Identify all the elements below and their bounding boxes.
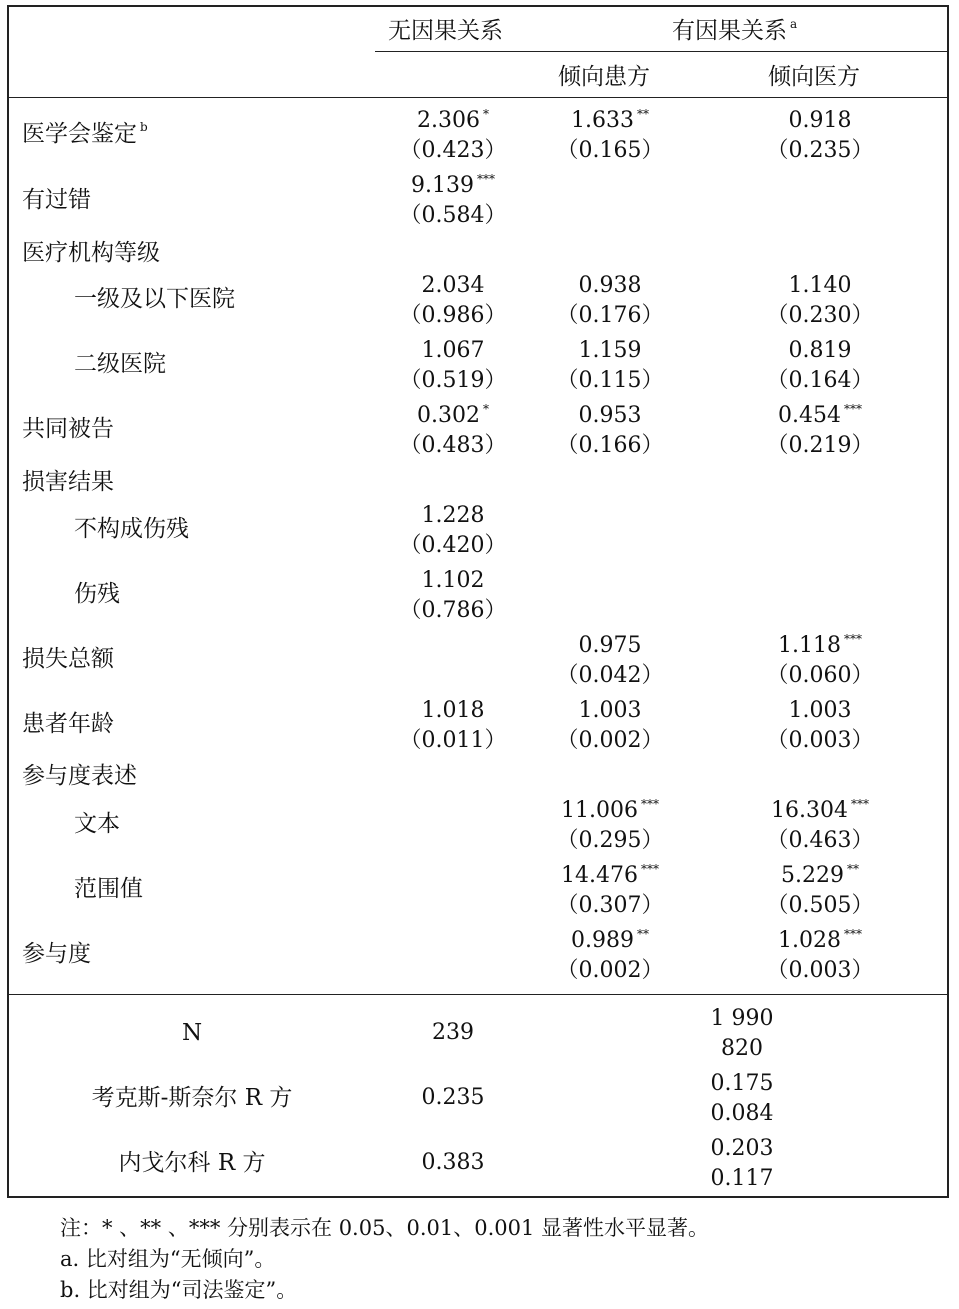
std-error: （0.230） — [766, 303, 874, 328]
coef-value — [710, 632, 930, 658]
significance-stars: *** — [850, 797, 869, 811]
row-label — [74, 878, 143, 901]
std-error: （0.003） — [766, 728, 874, 753]
std-error: （0.307） — [556, 893, 664, 918]
coef-value — [500, 635, 720, 657]
std-error: （0.420） — [399, 533, 507, 558]
row-label-text: 二级医院 — [74, 351, 166, 377]
std-error: （0.115） — [556, 368, 664, 393]
std-error: （0.483） — [399, 433, 507, 458]
significance-stars: *** — [640, 862, 659, 876]
coef-number: 1.633 — [571, 108, 634, 133]
stat-causal-line2: 0.117 — [710, 1166, 774, 1191]
std-error: （0.423） — [399, 138, 507, 163]
coef-number: 0.953 — [578, 403, 642, 428]
row-label-text: 损失总额 — [22, 646, 114, 672]
row-label-text: 文本 — [74, 811, 120, 837]
row-label — [22, 943, 91, 966]
coef-number: 1.102 — [421, 568, 485, 593]
significance-stars: *** — [476, 172, 495, 186]
significance-stars: *** — [843, 927, 862, 941]
stat-causal-line1: 1 990 — [710, 1006, 774, 1031]
std-error: （0.002） — [556, 728, 664, 753]
coef-value — [500, 275, 720, 297]
coef-value — [710, 862, 930, 888]
significance-stars: ** — [846, 862, 859, 876]
coef-number: 1.140 — [788, 273, 852, 298]
row-label-text: 损害结果 — [22, 469, 114, 495]
coef-number: 5.229 — [781, 863, 844, 888]
row-label-text: 伤残 — [74, 581, 120, 607]
row-label — [22, 765, 137, 788]
note-b: b. 比对组为“司法鉴定”。 — [60, 1278, 298, 1302]
row-label — [22, 120, 148, 147]
stat-causal-line2: 0.084 — [710, 1101, 774, 1126]
note-significance: 注：* 、** 、*** 分别表示在 0.05、0.01、0.001 显著性水平显著。 — [60, 1216, 710, 1240]
row-label — [22, 713, 114, 736]
coef-value — [710, 340, 930, 362]
header-no-causal: 无因果关系 — [388, 18, 503, 44]
table-notes — [60, 1213, 709, 1306]
std-error: （0.463） — [766, 828, 874, 853]
stat-causal-line1: 0.175 — [710, 1071, 774, 1096]
std-error: （0.786） — [399, 598, 507, 623]
std-error: （0.002） — [556, 958, 664, 983]
row-label — [22, 189, 91, 212]
coef-value — [500, 107, 720, 133]
significance-stars: ** — [636, 927, 649, 941]
std-error: （0.986） — [399, 303, 507, 328]
std-error: （0.235） — [766, 138, 874, 163]
row-label-sup: b — [140, 120, 148, 134]
coef-number: 1.067 — [421, 338, 485, 363]
coef-number: 2.034 — [421, 273, 485, 298]
stat-no-causal: 239 — [432, 1020, 474, 1045]
coef-value — [500, 700, 720, 722]
coef-value — [500, 405, 720, 427]
coef-value — [710, 275, 930, 297]
coef-number: 1.003 — [578, 698, 642, 723]
coef-number: 0.918 — [788, 108, 852, 133]
row-label-text: 参与度表述 — [22, 763, 137, 789]
significance-stars: * — [482, 402, 489, 416]
header-patient: 倾向患方 — [558, 64, 650, 90]
std-error: （0.003） — [766, 958, 874, 983]
significance-stars: ** — [636, 107, 649, 121]
coef-number: 11.006 — [561, 798, 638, 823]
row-label — [74, 583, 120, 606]
row-label-text: 参与度 — [22, 941, 91, 967]
row-label — [74, 353, 166, 376]
row-label — [74, 813, 120, 836]
coef-value — [500, 862, 720, 888]
coef-number: 16.304 — [771, 798, 848, 823]
std-error: （0.011） — [399, 728, 507, 753]
coef-number: 1.228 — [421, 503, 485, 528]
row-label-text: 不构成伤残 — [74, 516, 189, 542]
coef-value — [343, 505, 563, 527]
coef-number: 1.118 — [778, 633, 841, 658]
row-label-text: 范围值 — [74, 876, 143, 902]
row-label-text: 医学会鉴定 — [22, 121, 137, 147]
coef-number: 1.159 — [578, 338, 642, 363]
coef-value — [710, 797, 930, 823]
coef-value — [710, 700, 930, 722]
row-label — [22, 242, 160, 265]
coef-value — [710, 402, 930, 428]
row-label-text: 医疗机构等级 — [22, 240, 160, 266]
coef-number: 0.302 — [417, 403, 480, 428]
row-label — [22, 418, 114, 441]
coef-number: 1.018 — [421, 698, 485, 723]
row-label-text: 患者年龄 — [22, 711, 114, 737]
std-error: （0.219） — [766, 433, 874, 458]
coef-number: 1.003 — [788, 698, 852, 723]
header-hospital: 倾向医方 — [768, 64, 860, 90]
coef-value — [500, 340, 720, 362]
coef-value — [710, 110, 930, 132]
std-error: （0.164） — [766, 368, 874, 393]
std-error: （0.166） — [556, 433, 664, 458]
std-error: （0.176） — [556, 303, 664, 328]
std-error: （0.060） — [766, 663, 874, 688]
coef-number: 0.975 — [578, 633, 642, 658]
row-label — [22, 471, 114, 494]
header-rule-top — [375, 51, 949, 52]
coef-number: 14.476 — [561, 863, 638, 888]
coef-value — [500, 797, 720, 823]
coef-number: 0.819 — [788, 338, 852, 363]
stat-no-causal: 0.383 — [421, 1150, 485, 1175]
coef-number: 2.306 — [417, 108, 480, 133]
coef-number: 0.454 — [778, 403, 841, 428]
coef-number: 0.938 — [578, 273, 642, 298]
stat-label: 考克斯-斯奈尔 R 方 — [91, 1085, 293, 1111]
coef-value — [343, 172, 563, 198]
coef-value — [343, 570, 563, 592]
stat-label: N — [181, 1020, 203, 1046]
coef-number: 9.139 — [411, 173, 474, 198]
std-error: （0.519） — [399, 368, 507, 393]
row-label-text: 共同被告 — [22, 416, 114, 442]
stat-label: 内戈尔科 R 方 — [118, 1150, 266, 1176]
significance-stars: * — [482, 107, 489, 121]
significance-stars: *** — [843, 632, 862, 646]
stats-rule — [7, 994, 949, 995]
coef-number: 1.028 — [778, 928, 841, 953]
stat-no-causal: 0.235 — [421, 1085, 485, 1110]
coef-value — [710, 927, 930, 953]
std-error: （0.505） — [766, 893, 874, 918]
row-label — [74, 288, 235, 311]
significance-stars: *** — [640, 797, 659, 811]
row-label — [74, 518, 189, 541]
coef-number: 0.989 — [571, 928, 634, 953]
header-rule-bottom — [7, 97, 949, 98]
std-error: （0.584） — [399, 203, 507, 228]
stat-causal-line2: 820 — [721, 1036, 763, 1061]
significance-stars: *** — [843, 402, 862, 416]
note-a: a. 比对组为“无倾向”。 — [60, 1247, 276, 1271]
std-error: （0.165） — [556, 138, 664, 163]
row-label — [22, 648, 114, 671]
header-causal: 有因果关系 $^a$ — [672, 17, 798, 44]
coef-value — [500, 927, 720, 953]
row-label-text: 有过错 — [22, 187, 91, 213]
std-error: （0.042） — [556, 663, 664, 688]
std-error: （0.295） — [556, 828, 664, 853]
row-label-text: 一级及以下医院 — [74, 286, 235, 312]
stat-causal-line1: 0.203 — [710, 1136, 774, 1161]
